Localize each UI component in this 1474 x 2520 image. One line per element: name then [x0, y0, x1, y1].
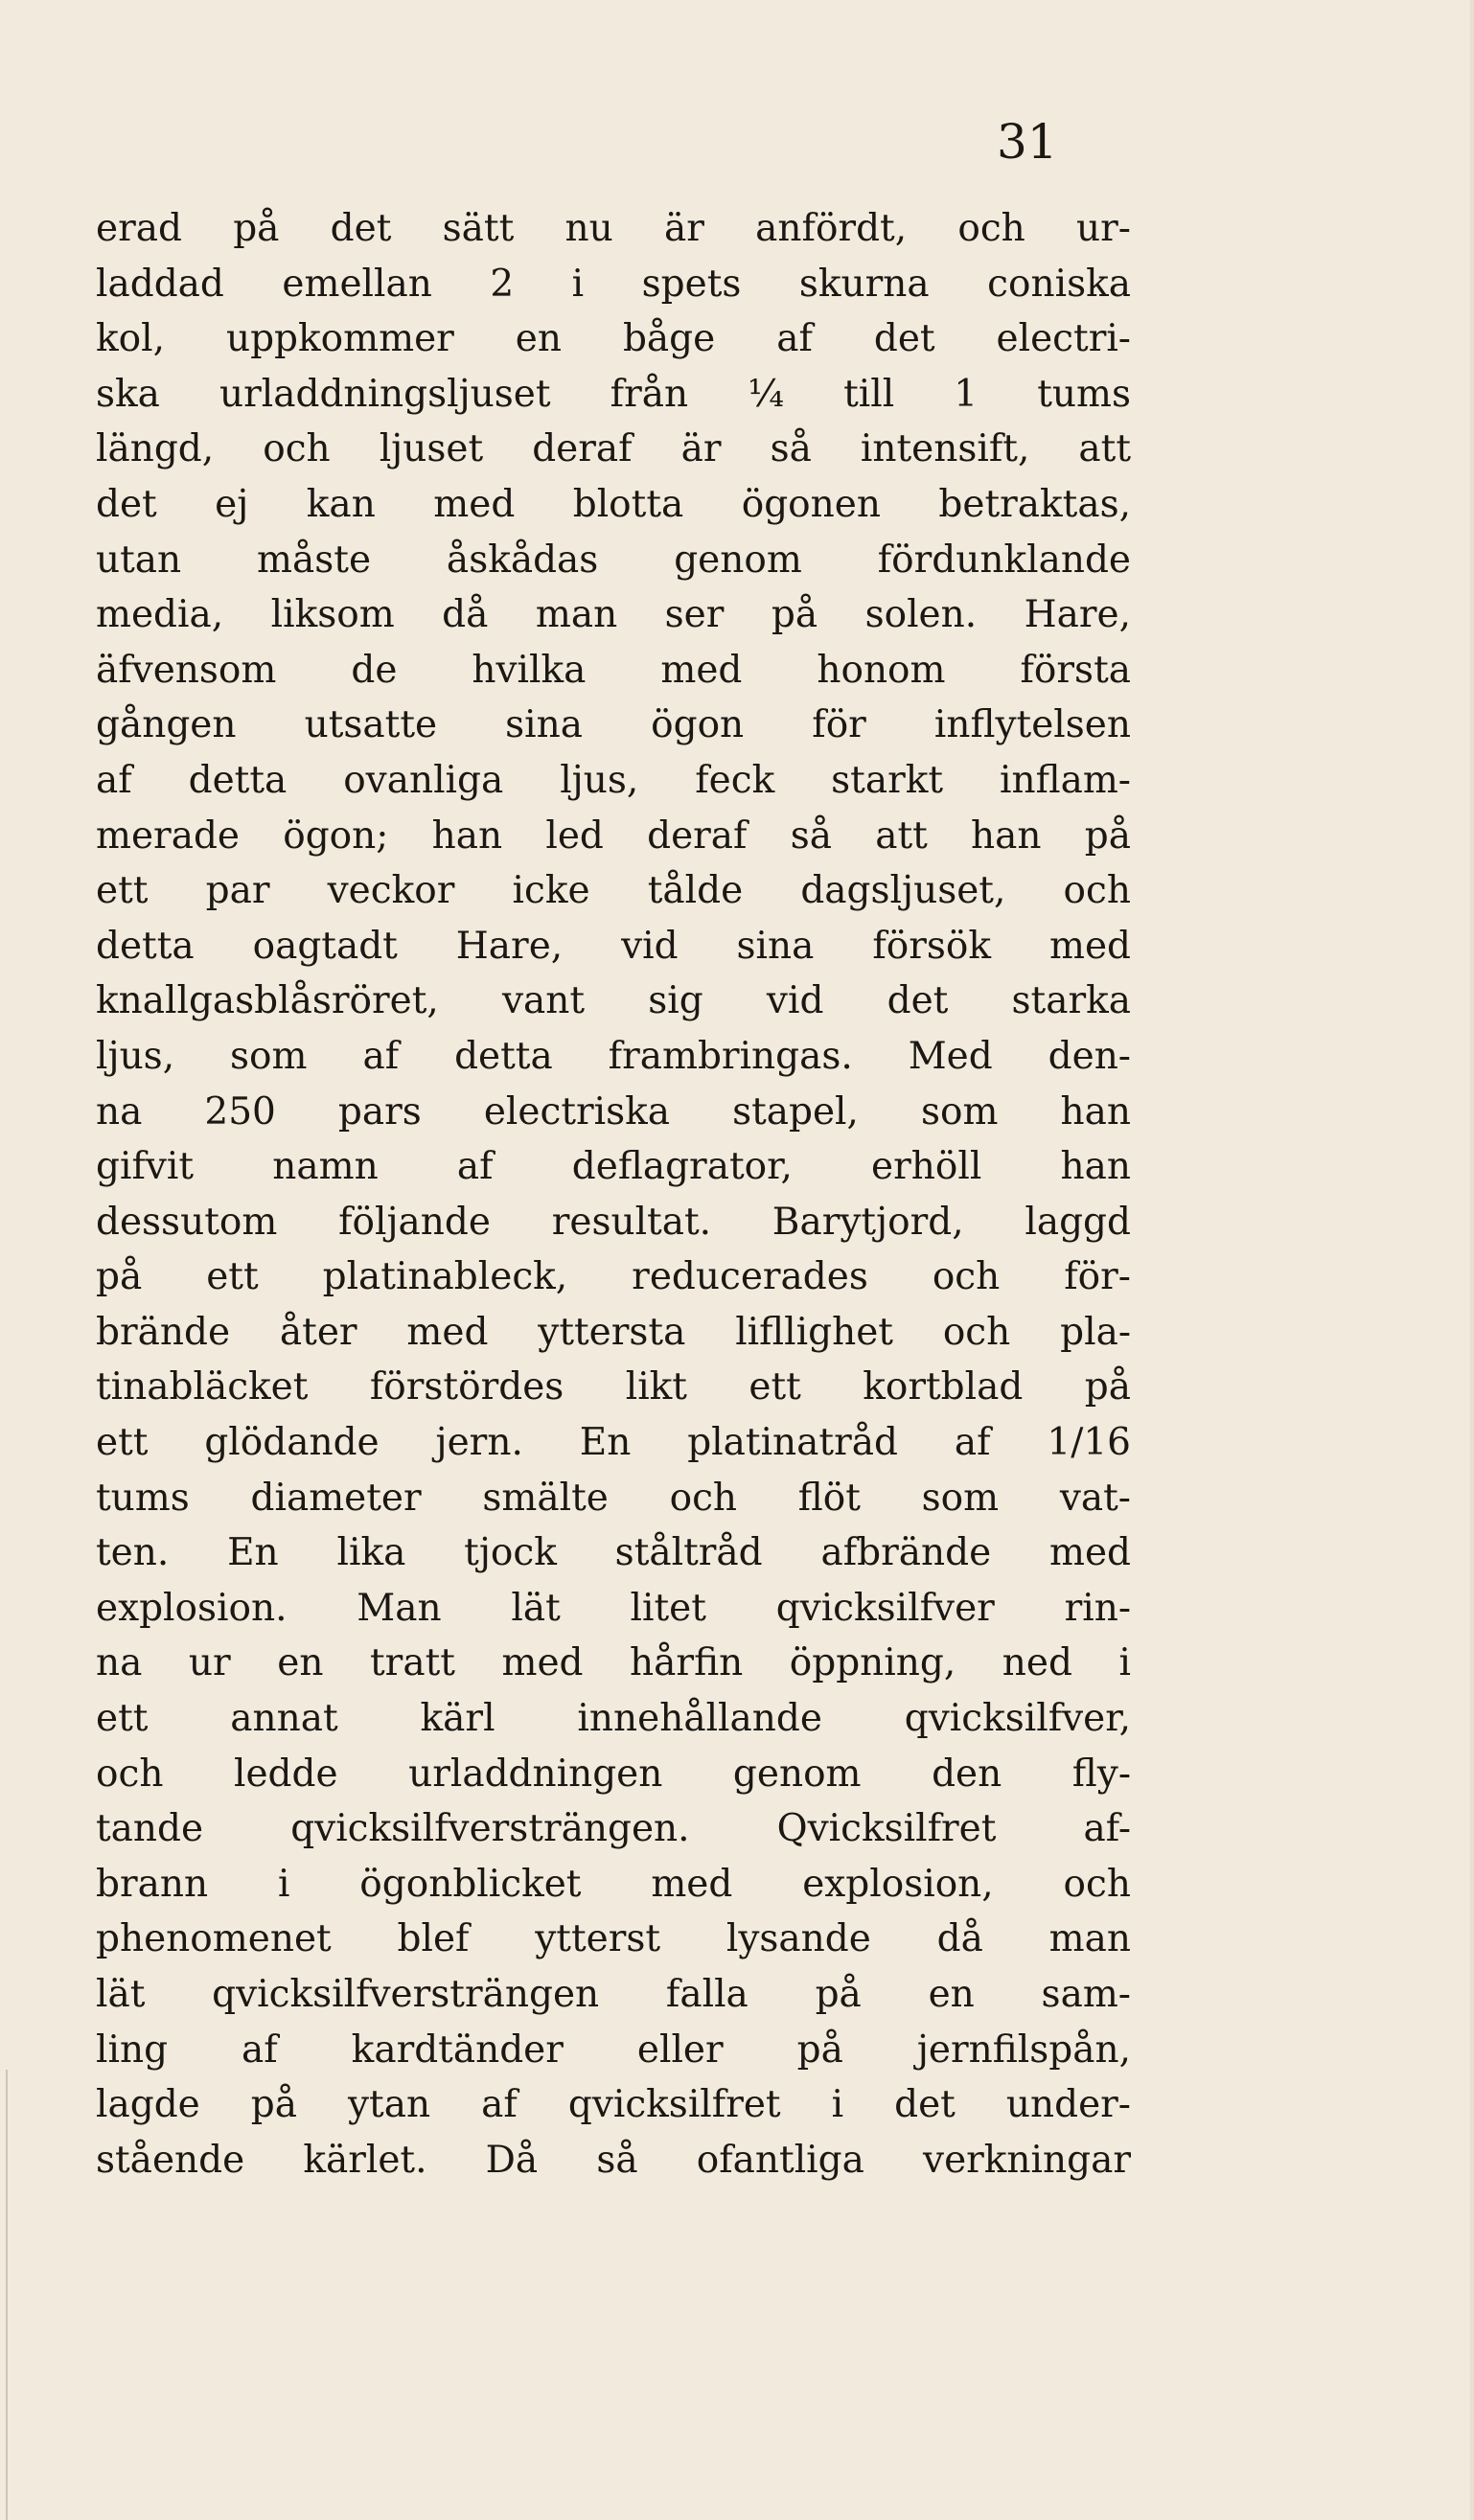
text-line: stående kärlet. Då så ofantliga verkningar — [96, 2138, 1131, 2182]
text-line: ett par veckor icke tålde dagsljuset, och — [96, 869, 1131, 913]
text-line: utan måste åskådas genom fördunklande — [96, 538, 1131, 582]
text-line: laddad emellan 2 i spets skurna coniska — [96, 262, 1131, 306]
text-line: kol, uppkommer en båge af det electri- — [96, 317, 1131, 361]
text-line: ett annat kärl innehållande qvicksilfver, — [96, 1697, 1131, 1741]
text-line: längd, och ljuset deraf är så intensift, att — [96, 427, 1131, 471]
text-line: lät qvicksilfversträngen falla på en sam- — [96, 1973, 1131, 2016]
text-line: ska urladdningsljuset från ¼ till 1 tums — [96, 372, 1131, 416]
text-line: på ett platinableck, reducerades och för- — [96, 1255, 1131, 1299]
text-line: tums diameter smälte och flöt som vat- — [96, 1476, 1131, 1520]
text-line: merade ögon; han led deraf så att han på — [96, 813, 1131, 858]
text-line: gifvit namn af deflagrator, erhöll han — [96, 1145, 1131, 1189]
text-line: brände åter med yttersta lifllighet och pla- — [96, 1310, 1131, 1354]
page-number: 31 — [997, 114, 1058, 170]
text-line: na 250 pars electriska stapel, som han — [96, 1089, 1131, 1134]
text-line: gången utsatte sina ögon för inflytelsen — [96, 703, 1131, 747]
page-edge-right — [1470, 0, 1474, 2520]
text-line: brann i ögonblicket med explosion, och — [96, 1862, 1131, 1906]
text-line: tande qvicksilfversträngen. Qvicksilfret af- — [96, 1807, 1131, 1851]
text-line: detta oagtadt Hare, vid sina försök med — [96, 924, 1131, 968]
text-line: ling af kardtänder eller på jernfilspån, — [96, 2027, 1131, 2072]
text-line: tinabläcket förstördes likt ett kortblad på — [96, 1365, 1131, 1409]
text-line: och ledde urladdningen genom den fly- — [96, 1752, 1131, 1796]
text-line: phenomenet blef ytterst lysande då man — [96, 1917, 1131, 1961]
text-line: knallgasblåsröret, vant sig vid det starka — [96, 979, 1131, 1023]
text-line: media, liksom då man ser på solen. Hare, — [96, 593, 1131, 637]
text-line: ljus, som af detta frambringas. Med den- — [96, 1034, 1131, 1078]
text-line: af detta ovanliga ljus, feck starkt inflam- — [96, 758, 1131, 802]
text-line: ten. En lika tjock ståltråd afbrände med — [96, 1531, 1131, 1575]
text-line: det ej kan med blotta ögonen betraktas, — [96, 482, 1131, 526]
body-text — [96, 201, 1131, 2188]
text-line: ett glödande jern. En platinatråd af 1/16 — [96, 1421, 1131, 1465]
text-line: dessutom följande resultat. Barytjord, laggd — [96, 1200, 1131, 1244]
text-line: lagde på ytan af qvicksilfret i det under- — [96, 2083, 1131, 2127]
page-edge-mark — [6, 2070, 8, 2520]
text-line: explosion. Man lät litet qvicksilfver rin- — [96, 1586, 1131, 1630]
text-line: erad på det sätt nu är anfördt, och ur- — [96, 207, 1131, 250]
text-line: na ur en tratt med hårfin öppning, ned i — [96, 1641, 1131, 1685]
text-line: äfvensom de hvilka med honom första — [96, 648, 1131, 692]
